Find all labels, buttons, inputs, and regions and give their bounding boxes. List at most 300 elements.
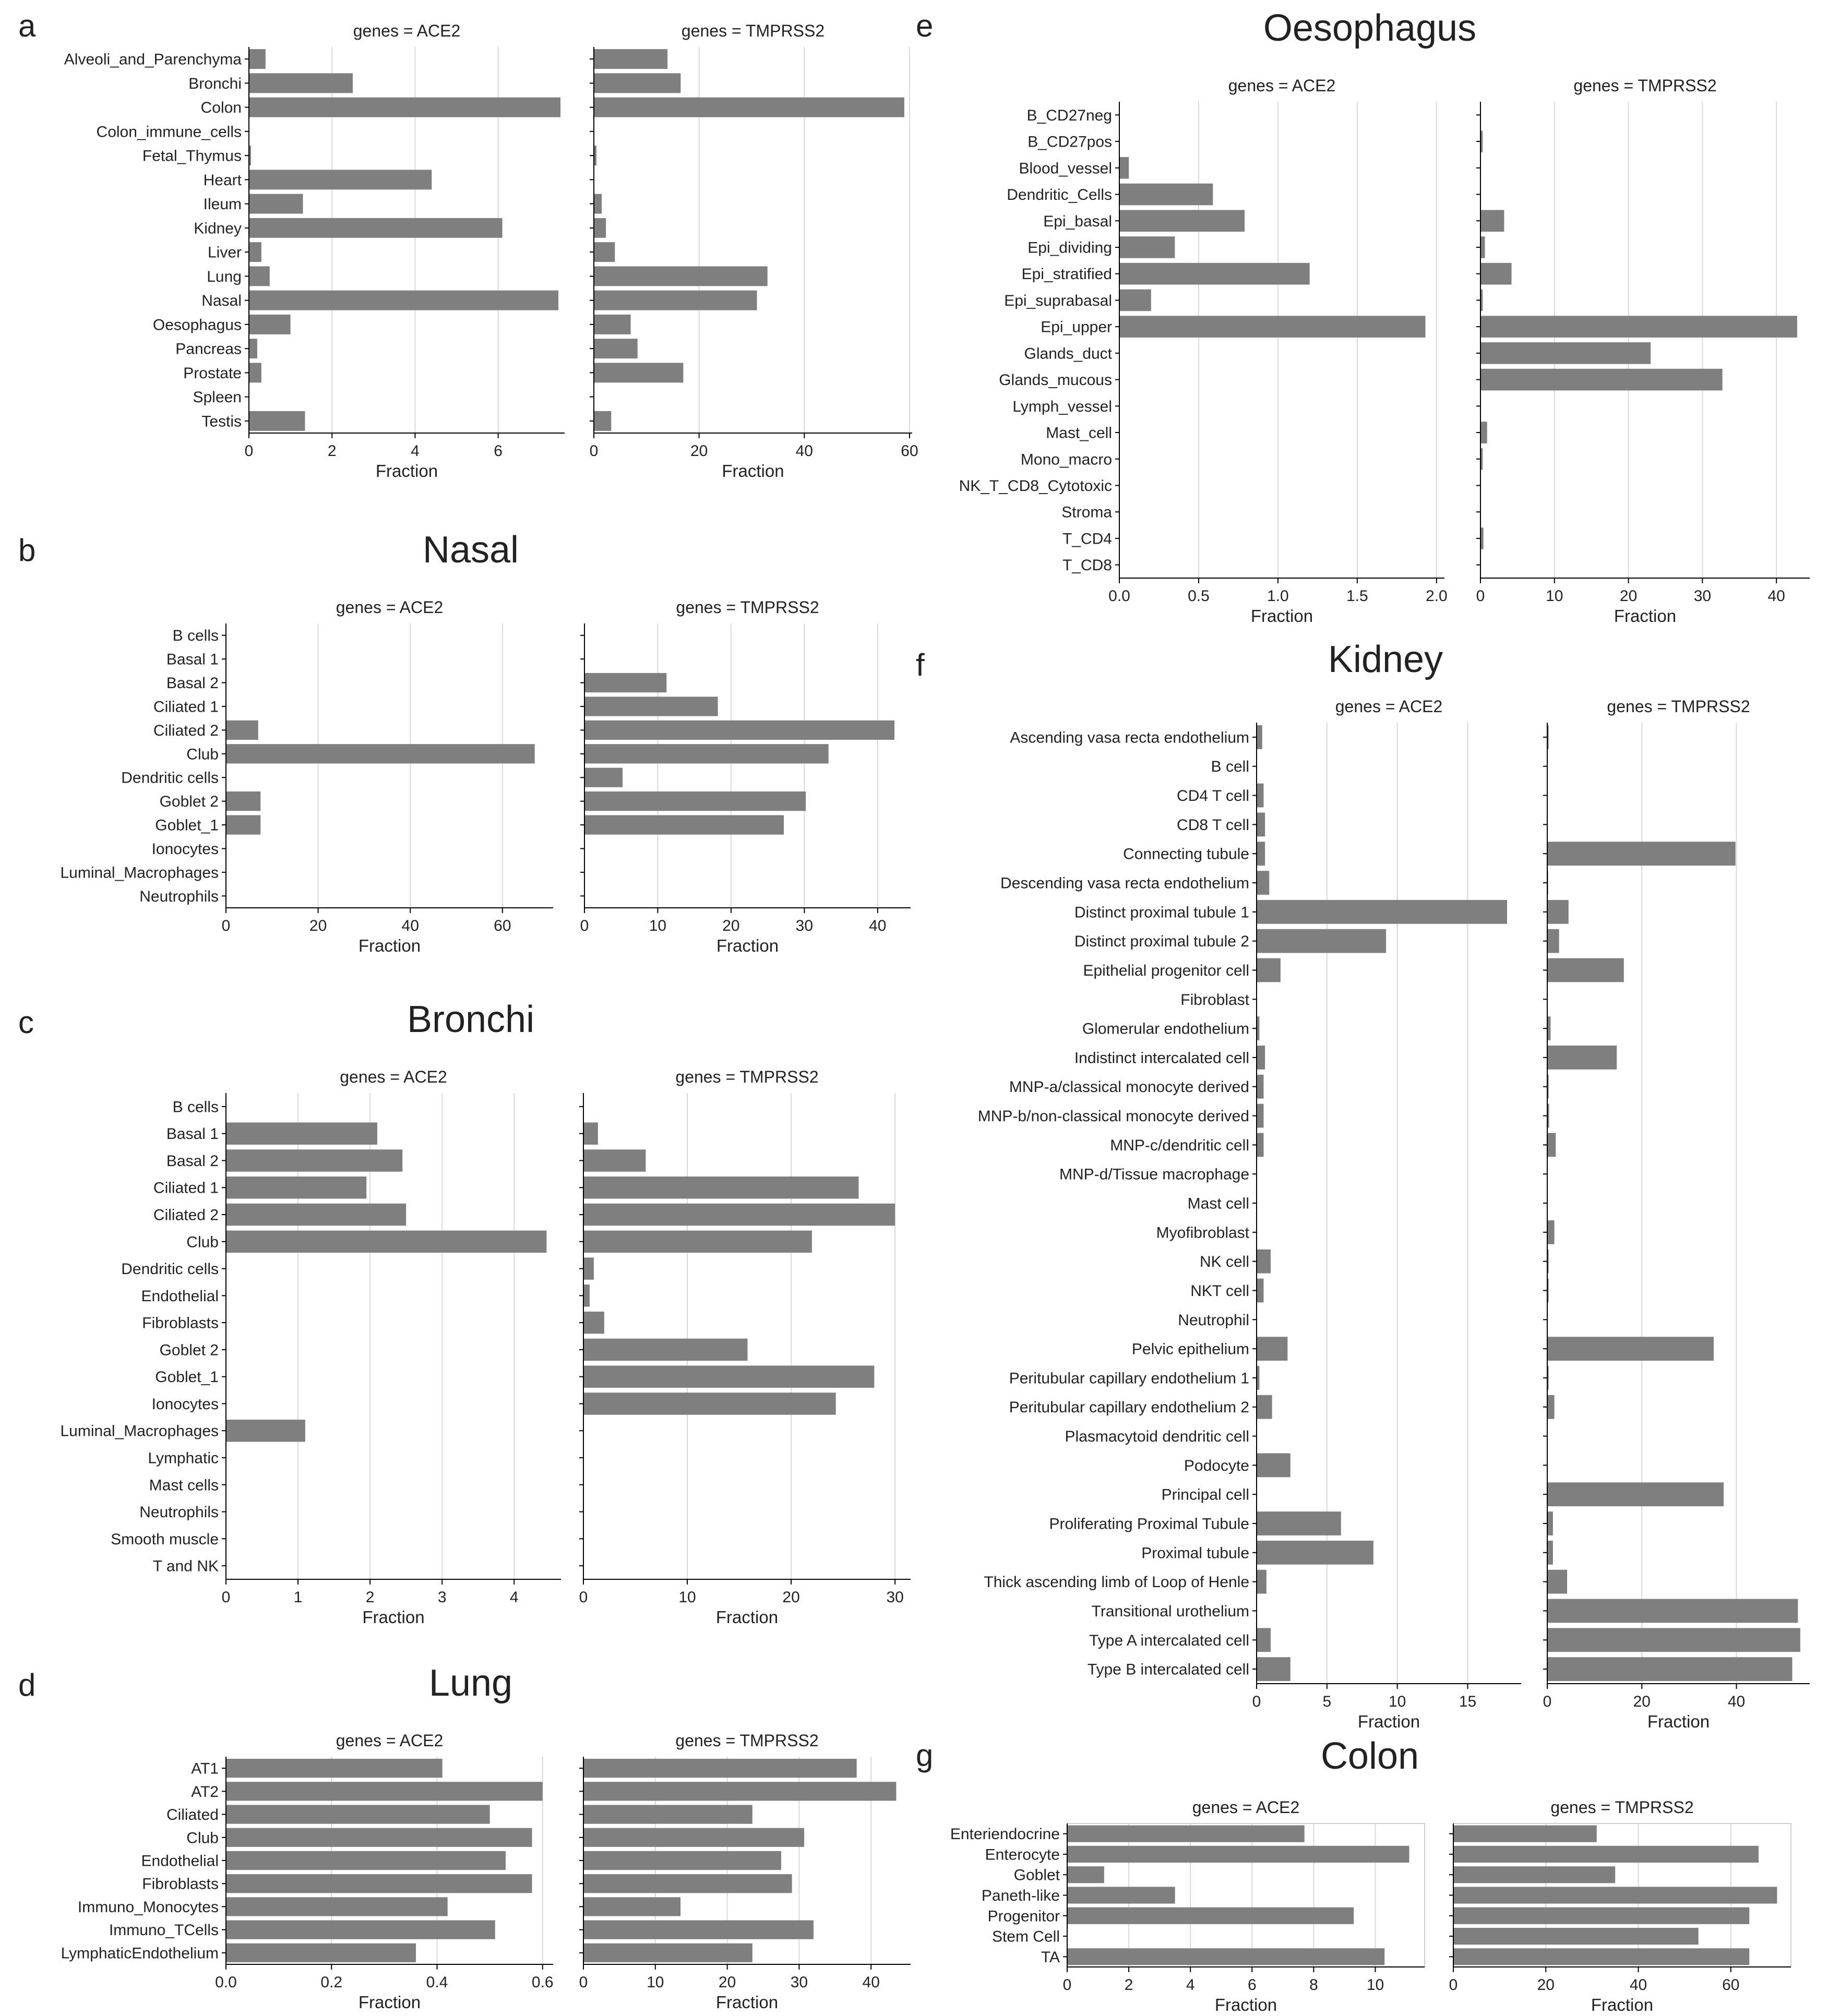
panel-a-genes-ace2-x-axis-label: Fraction	[375, 461, 438, 481]
panel-b-category-label: B cells	[172, 627, 219, 645]
panel-f-category-label: Plasmacytoid dendritic cell	[1065, 1428, 1249, 1446]
panel-a-category-label: Testis	[201, 413, 242, 430]
panel-c-genes-tmprss2-x-axis-label: Fraction	[715, 1607, 779, 1627]
panel-b-genes-ace2-series-title: genes = ACE2	[336, 598, 444, 617]
panel-f-category-label: Podocyte	[1184, 1457, 1249, 1474]
panel-f-genes-ace2-bar-cd4-t-cell	[1257, 784, 1263, 808]
panel-a-genes-tmprss2-bar-prostate	[594, 363, 683, 382]
panel-label-b: b	[18, 533, 36, 568]
panel-d-genes-ace2-bar-endothelial	[226, 1851, 506, 1870]
panel-f-category-label: CD8 T cell	[1177, 816, 1249, 834]
panel-d-genes-ace2-bar-fibroblasts	[226, 1874, 532, 1893]
panel-f-genes-ace2-bar-mnp-c-dendritic-cell	[1257, 1133, 1263, 1157]
panel-d-genes-ace2-x-tick-label: 0.0	[215, 1974, 237, 1991]
panel-f-genes-tmprss2-bar-pelvic-epithelium	[1547, 1337, 1714, 1361]
panel-f-genes-tmprss2-x-tick-label: 0	[1543, 1693, 1552, 1710]
panel-a-genes-ace2-x-tick-label: 2	[327, 442, 337, 460]
panel-g-genes-ace2-bar-enterocyte	[1067, 1846, 1409, 1863]
panel-b-genes-tmprss2-bar-ciliated-2	[584, 721, 894, 740]
panel-f-category-label: Indistinct intercalated cell	[1074, 1049, 1249, 1067]
panel-d-category-label: Endothelial	[141, 1852, 219, 1870]
panel-c-category-label: Neutrophils	[139, 1504, 219, 1521]
panel-b-genes-ace2-x-tick-label: 20	[309, 917, 327, 934]
panel-b-genes-ace2-x-axis-label: Fraction	[358, 936, 421, 955]
panel-d-genes-tmprss2-bar-fibroblasts	[583, 1874, 792, 1893]
panel-c-genes-ace2-bar-ciliated-1	[226, 1177, 366, 1198]
panel-g-genes-ace2-x-tick-label: 4	[1186, 1976, 1195, 1994]
panel-c-genes-tmprss2-bar-ionocytes	[583, 1393, 836, 1414]
panel-f-genes-ace2-x-axis-label: Fraction	[1357, 1712, 1420, 1731]
panel-g-category-label: Stem Cell	[991, 1928, 1060, 1946]
panel-g-category-label: Enteriendocrine	[950, 1826, 1060, 1843]
panel-a-genes-tmprss2-bar-testis	[594, 411, 611, 431]
panel-d-genes-ace2-x-tick-label: 0.6	[531, 1974, 554, 1991]
panel-a-category-label: Oesophagus	[152, 316, 242, 334]
panel-f-genes-ace2-x-tick-label: 15	[1459, 1693, 1477, 1710]
panel-f-category-label: Type B intercalated cell	[1087, 1661, 1249, 1678]
panel-label-d: d	[18, 1667, 36, 1702]
title-nasal: Nasal	[422, 529, 519, 571]
panel-e-genes-tmprss2-bar-glands-duct	[1480, 342, 1651, 364]
panel-c-category-label: Ciliated 1	[153, 1179, 219, 1197]
panel-f-category-label: CD4 T cell	[1177, 787, 1249, 805]
panel-e-genes-ace2-bar-epi-basal	[1119, 210, 1245, 232]
panel-f-genes-ace2-bar-nk-cell	[1257, 1250, 1271, 1274]
panel-c-genes-ace2-bar-club	[226, 1231, 546, 1253]
panel-f-category-label: Peritubular capillary endothelium 1	[1009, 1370, 1249, 1387]
panel-b-genes-tmprss2-bar-club	[584, 744, 829, 763]
panel-a-category-label: Colon	[200, 99, 242, 117]
panel-f-category-label: MNP-a/classical monocyte derived	[1009, 1078, 1249, 1096]
panel-e-genes-ace2-x-axis-label: Fraction	[1250, 606, 1313, 626]
panel-f-genes-ace2-bar-thick-ascending-limb-of-loop-of-henle	[1257, 1570, 1267, 1594]
panel-c-category-label: Goblet_1	[155, 1369, 219, 1386]
panel-f-genes-tmprss2-bar-proximal-tubule	[1547, 1541, 1553, 1565]
panel-f-category-label: Thick ascending limb of Loop of Henle	[984, 1574, 1249, 1591]
panel-g-genes-ace2-bar-progenitor	[1067, 1907, 1354, 1924]
panel-c-category-label: Lymphatic	[148, 1449, 219, 1467]
panel-e-genes-tmprss2-bar-mast-cell	[1480, 422, 1487, 443]
panel-a-genes-tmprss2-x-tick-label: 40	[795, 442, 813, 460]
panel-e-genes-tmprss2-x-axis-label: Fraction	[1614, 606, 1677, 626]
panel-e-genes-ace2-bar-blood-vessel	[1119, 157, 1129, 179]
panel-g-genes-ace2-bar-ta	[1067, 1948, 1384, 1965]
panel-f-genes-ace2-bar-distinct-proximal-tubule-1	[1257, 900, 1507, 924]
panel-f-category-label: Pelvic epithelium	[1131, 1340, 1249, 1358]
panel-f-category-label: MNP-d/Tissue macrophage	[1059, 1166, 1249, 1183]
panel-c-genes-tmprss2-bar-endothelial	[583, 1285, 590, 1306]
panel-a-genes-tmprss2-bar-ileum	[594, 194, 602, 214]
panel-f-category-label: MNP-c/dendritic cell	[1110, 1136, 1249, 1154]
panel-c-genes-tmprss2-bar-goblet-1	[583, 1365, 874, 1387]
panel-d-genes-tmprss2-x-tick-label: 0	[579, 1974, 588, 1991]
panel-d-genes-ace2-bar-immuno-monocytes	[226, 1897, 448, 1916]
panel-f-category-label: Distinct proximal tubule 2	[1074, 933, 1249, 951]
panel-b-category-label: Goblet 2	[159, 793, 219, 811]
panel-e-category-label: T_CD8	[1062, 557, 1112, 574]
panel-b-genes-tmprss2-x-tick-label: 0	[580, 917, 589, 934]
panel-f-category-label: Connecting tubule	[1123, 845, 1249, 863]
panel-b-genes-tmprss2-x-tick-label: 10	[649, 917, 667, 934]
panel-d-genes-ace2-bar-ciliated	[226, 1805, 490, 1823]
panel-e-genes-ace2-bar-epi-upper	[1119, 316, 1426, 338]
panel-e-genes-ace2-x-tick-label: 1.5	[1346, 587, 1368, 605]
charts-layer	[60, 21, 1810, 2014]
panel-f-genes-ace2-bar-cd8-t-cell	[1257, 812, 1265, 836]
panel-e-genes-tmprss2-bar-epi-basal	[1480, 210, 1504, 232]
panel-g-genes-tmprss2-bar-enterocyte	[1453, 1846, 1759, 1863]
panel-g-genes-ace2-x-axis-label: Fraction	[1214, 1995, 1277, 2014]
panel-a-genes-ace2-x-tick-label: 6	[494, 442, 503, 460]
panel-e-category-label: Epi_upper	[1041, 318, 1112, 336]
panel-f-genes-tmprss2-bar-transitional-urothelium	[1547, 1599, 1798, 1623]
panel-c-category-label: T and NK	[152, 1557, 219, 1575]
panel-c-genes-tmprss2-x-tick-label: 20	[782, 1589, 800, 1606]
panel-c-genes-ace2-series-title: genes = ACE2	[340, 1067, 447, 1086]
panel-d-genes-tmprss2-bar-immuno-monocytes	[583, 1897, 680, 1916]
panel-d-genes-ace2-bar-at2	[226, 1782, 543, 1801]
panel-c-genes-ace2-x-tick-label: 1	[293, 1589, 303, 1606]
panel-e-genes-tmprss2-x-tick-label: 0	[1476, 587, 1485, 605]
panel-a-genes-ace2-bar-oesophagus	[249, 315, 291, 334]
panel-b-genes-ace2-bar-club	[226, 744, 535, 763]
panel-f-category-label: Transitional urothelium	[1091, 1602, 1249, 1620]
panel-e-category-label: Stroma	[1061, 503, 1112, 521]
panel-f-genes-tmprss2-bar-myofibroblast	[1547, 1220, 1555, 1244]
panel-b-category-label: Basal 1	[166, 651, 219, 668]
title-kidney: Kidney	[1328, 639, 1443, 680]
panel-g-genes-tmprss2-series-title: genes = TMPRSS2	[1550, 1798, 1694, 1817]
panel-b-category-label: Ionocytes	[151, 840, 219, 858]
panel-f-genes-tmprss2-bar-distinct-proximal-tubule-2	[1547, 929, 1559, 953]
panel-b-genes-ace2-bar-goblet-2	[226, 791, 260, 811]
panel-a-category-label: Pancreas	[175, 340, 242, 358]
panel-f-genes-ace2-bar-pelvic-epithelium	[1257, 1337, 1287, 1361]
panel-f-genes-ace2-bar-podocyte	[1257, 1453, 1291, 1477]
panel-d-genes-ace2-bar-immuno-tcells	[226, 1921, 495, 1939]
panel-c-genes-tmprss2-bar-ciliated-1	[583, 1177, 858, 1198]
panel-d-genes-ace2-bar-lymphaticendothelium	[226, 1943, 416, 1962]
panel-a-genes-tmprss2-bar-lung	[594, 266, 768, 286]
panel-f-genes-tmprss2-bar-epithelial-progenitor-cell	[1547, 958, 1624, 982]
panel-e-category-label: Mast_cell	[1046, 424, 1112, 442]
panel-d-genes-tmprss2-x-tick-label: 20	[718, 1974, 736, 1991]
panel-f-genes-ace2-bar-epithelial-progenitor-cell	[1257, 958, 1281, 982]
panel-c-category-label: Ionocytes	[151, 1395, 219, 1413]
panel-e-genes-ace2-bar-epi-dividing	[1119, 236, 1175, 258]
panel-c-category-label: Goblet 2	[159, 1341, 219, 1359]
panel-c-genes-ace2-x-tick-label: 4	[509, 1589, 519, 1606]
panel-e-genes-tmprss2-x-tick-label: 20	[1619, 587, 1638, 605]
panel-d-genes-tmprss2-bar-lymphaticendothelium	[583, 1943, 752, 1962]
panel-c-genes-tmprss2-bar-basal-1	[583, 1122, 598, 1144]
panel-g-genes-tmprss2-bar-stem-cell	[1453, 1928, 1699, 1945]
panel-b-category-label: Dendritic cells	[121, 769, 219, 787]
panel-e-genes-tmprss2-x-tick-label: 30	[1693, 587, 1712, 605]
panel-a-genes-ace2-bar-kidney	[249, 218, 503, 238]
panel-d-genes-ace2-x-tick-label: 0.2	[320, 1974, 343, 1991]
panel-d-genes-ace2-x-tick-label: 0.4	[426, 1974, 448, 1991]
panel-c-genes-tmprss2-bar-dendritic-cells	[583, 1257, 594, 1279]
panel-a-genes-tmprss2-bar-kidney	[594, 218, 606, 238]
panel-f-genes-ace2-bar-mnp-b-non-classical-monocyte-derived	[1257, 1104, 1263, 1128]
panel-b-genes-ace2-bar-goblet-1	[226, 815, 260, 834]
panel-g-category-label: Paneth-like	[981, 1887, 1060, 1904]
panel-e-genes-ace2-x-tick-label: 2.0	[1425, 587, 1448, 605]
panel-c-genes-ace2-bar-luminal-macrophages	[226, 1420, 305, 1442]
panel-label-g: g	[916, 1738, 934, 1773]
panel-a-genes-tmprss2-bar-pancreas	[594, 339, 638, 358]
panel-f-category-label: Proliferating Proximal Tubule	[1049, 1515, 1249, 1533]
panel-f-genes-tmprss2-bar-thick-ascending-limb-of-loop-of-henle	[1547, 1570, 1567, 1594]
panel-c-category-label: B cells	[172, 1098, 219, 1116]
panel-a-category-label: Colon_immune_cells	[96, 123, 242, 141]
panel-e-category-label: Epi_suprabasal	[1004, 292, 1112, 309]
panel-b-genes-tmprss2-series-title: genes = TMPRSS2	[676, 598, 819, 617]
panel-c-genes-tmprss2-bar-ciliated-2	[583, 1204, 895, 1226]
panel-d-genes-tmprss2-x-tick-label: 10	[647, 1974, 664, 1991]
panel-a-genes-tmprss2-x-tick-label: 20	[690, 442, 708, 460]
panel-b-genes-tmprss2-bar-dendritic-cells	[584, 768, 623, 787]
panel-a-genes-ace2-bar-testis	[249, 411, 305, 431]
panel-f-category-label: NK cell	[1199, 1253, 1249, 1271]
panel-a-genes-ace2-bar-liver	[249, 242, 261, 262]
panel-e-category-label: Epi_stratified	[1021, 266, 1112, 283]
panel-e-category-label: B_CD27neg	[1026, 106, 1112, 124]
panel-a-genes-tmprss2-bar-bronchi	[594, 73, 680, 93]
panel-g-genes-ace2-x-tick-label: 10	[1366, 1976, 1384, 1994]
panel-f-genes-ace2-bar-proximal-tubule	[1257, 1541, 1373, 1565]
panel-f-genes-ace2-bar-mnp-a-classical-monocyte-derived	[1257, 1075, 1263, 1099]
panel-a-genes-ace2-bar-pancreas	[249, 339, 257, 358]
panel-f-category-label: Peritubular capillary endothelium 2	[1009, 1399, 1249, 1417]
panel-a-category-label: Lung	[207, 268, 242, 285]
panel-a-genes-tmprss2-bar-colon	[594, 98, 904, 117]
panel-c-genes-tmprss2-bar-fibroblasts	[583, 1312, 604, 1334]
panel-a-genes-ace2-bar-colon	[249, 98, 560, 117]
panel-a-category-label: Fetal_Thymus	[142, 147, 242, 165]
panel-a-category-label: Nasal	[201, 292, 242, 310]
panel-a-genes-tmprss2-x-tick-label: 0	[589, 442, 599, 460]
panel-a-genes-ace2-bar-bronchi	[249, 73, 353, 93]
panel-b-category-label: Club	[186, 746, 219, 763]
panel-f-category-label: Fibroblast	[1180, 991, 1249, 1009]
panel-a-genes-ace2-x-tick-label: 4	[411, 442, 420, 460]
panel-b-genes-ace2-x-tick-label: 0	[221, 917, 231, 934]
panel-a-genes-ace2-bar-lung	[249, 266, 270, 286]
panel-a-category-label: Liver	[207, 244, 242, 261]
panel-f-genes-ace2-x-tick-label: 0	[1252, 1693, 1261, 1710]
panel-e-genes-tmprss2-bar-epi-upper	[1480, 316, 1797, 338]
panel-f-genes-ace2-bar-type-b-intercalated-cell	[1257, 1657, 1291, 1681]
panel-e-genes-ace2-series-title: genes = ACE2	[1228, 76, 1336, 95]
panel-label-c: c	[18, 1005, 34, 1040]
panel-d-category-label: Club	[186, 1829, 219, 1847]
panel-f-category-label: Proximal tubule	[1141, 1544, 1249, 1562]
panel-g-genes-tmprss2-bar-progenitor	[1453, 1907, 1749, 1924]
panel-a-category-label: Heart	[203, 171, 242, 189]
panel-f-category-label: B cell	[1211, 758, 1249, 776]
panel-a-category-label: Bronchi	[188, 75, 242, 92]
panel-a-genes-ace2-x-tick-label: 0	[244, 442, 254, 460]
panel-a-category-label: Prostate	[183, 364, 242, 382]
panel-f-category-label: Mast cell	[1187, 1195, 1249, 1213]
panel-g-genes-ace2-x-tick-label: 6	[1247, 1976, 1257, 1994]
panel-b-category-label: Goblet_1	[155, 817, 219, 834]
panel-e-category-label: Blood_vessel	[1019, 160, 1112, 177]
panel-g-genes-ace2-x-tick-label: 0	[1062, 1976, 1072, 1994]
panel-b-category-label: Luminal_Macrophages	[60, 864, 219, 882]
panel-d-genes-tmprss2-x-tick-label: 40	[862, 1974, 880, 1991]
panel-f-category-label: Type A intercalated cell	[1089, 1631, 1249, 1649]
panel-label-e: e	[916, 8, 934, 43]
panel-f-genes-tmprss2-x-axis-label: Fraction	[1647, 1712, 1710, 1731]
panel-e-genes-ace2-bar-dendritic-cells	[1119, 184, 1213, 206]
panel-b-genes-ace2-bar-ciliated-2	[226, 721, 258, 740]
panel-d-genes-tmprss2-bar-at1	[583, 1759, 857, 1778]
panel-b-category-label: Basal 2	[166, 675, 219, 692]
panel-g-genes-ace2-x-tick-label: 2	[1124, 1976, 1133, 1994]
panel-a-category-label: Spleen	[193, 389, 242, 406]
panel-d-genes-ace2-x-axis-label: Fraction	[358, 1993, 421, 2012]
panel-b-category-label: Ciliated 2	[153, 722, 219, 739]
panel-e-genes-ace2-x-tick-label: 0.0	[1108, 587, 1130, 605]
panel-a-genes-tmprss2-bar-nasal	[594, 291, 757, 310]
panel-g-genes-tmprss2-x-tick-label: 60	[1722, 1976, 1740, 1994]
panel-c-genes-tmprss2-bar-goblet-2	[583, 1339, 747, 1361]
panel-c-genes-ace2-x-axis-label: Fraction	[362, 1607, 425, 1627]
panel-f-genes-ace2-x-tick-label: 5	[1322, 1693, 1332, 1710]
title-lung: Lung	[428, 1662, 513, 1704]
panel-f-genes-tmprss2-bar-distinct-proximal-tubule-1	[1547, 900, 1569, 924]
panel-d-genes-ace2-bar-at1	[226, 1759, 443, 1778]
panel-b-genes-tmprss2-bar-goblet-1	[584, 815, 784, 834]
panel-a-genes-tmprss2-bar-oesophagus	[594, 315, 631, 334]
panel-e-genes-tmprss2-bar-glands-mucous	[1480, 369, 1723, 391]
panel-e-category-label: NK_T_CD8_Cytotoxic	[959, 477, 1112, 495]
title-bronchi: Bronchi	[407, 999, 535, 1040]
panel-c-category-label: Smooth muscle	[111, 1530, 219, 1548]
title-oesophagus: Oesophagus	[1263, 7, 1477, 49]
panel-c-genes-ace2-x-tick-label: 0	[221, 1589, 231, 1606]
panel-g-genes-ace2-bar-enteriendocrine	[1067, 1826, 1305, 1842]
panel-d-genes-tmprss2-bar-at2	[583, 1782, 896, 1801]
panel-f-genes-tmprss2-bar-connecting-tubule	[1547, 842, 1736, 866]
panel-d-genes-tmprss2-bar-immuno-tcells	[583, 1921, 814, 1939]
panel-g-genes-tmprss2-bar-goblet	[1453, 1866, 1615, 1883]
panel-c-category-label: Endothelial	[141, 1287, 219, 1305]
panel-f-genes-ace2-bar-peritubular-capillary-endothelium-2	[1257, 1395, 1272, 1419]
panel-d-category-label: Immuno_TCells	[109, 1922, 219, 1939]
panel-c-category-label: Dendritic cells	[121, 1261, 219, 1278]
panel-c-category-label: Club	[186, 1233, 219, 1251]
panel-f-category-label: NKT cell	[1190, 1282, 1249, 1300]
panel-d-category-label: LymphaticEndothelium	[61, 1945, 219, 1962]
panel-d-genes-tmprss2-x-axis-label: Fraction	[715, 1993, 779, 2012]
panel-f-genes-ace2-bar-type-a-intercalated-cell	[1257, 1628, 1271, 1652]
panel-f-genes-tmprss2-bar-type-b-intercalated-cell	[1547, 1657, 1792, 1681]
panel-b-genes-tmprss2-bar-basal-2	[584, 673, 666, 692]
panel-label-f: f	[916, 647, 925, 682]
panel-e-genes-tmprss2-bar-epi-stratified	[1480, 263, 1512, 285]
panel-a-genes-tmprss2-bar-liver	[594, 242, 615, 262]
panel-e-category-label: Lymph_vessel	[1012, 398, 1112, 415]
panel-f-genes-tmprss2-bar-type-a-intercalated-cell	[1547, 1628, 1800, 1652]
panel-g-genes-ace2-series-title: genes = ACE2	[1192, 1798, 1300, 1817]
panel-b-genes-tmprss2-bar-ciliated-1	[584, 697, 718, 716]
panel-e-genes-ace2-x-tick-label: 1.0	[1267, 587, 1289, 605]
panel-a-genes-ace2-bar-alveoli-and-parenchyma	[249, 49, 266, 69]
panel-f-genes-ace2-bar-nkt-cell	[1257, 1279, 1263, 1303]
panel-b-genes-tmprss2-bar-goblet-2	[584, 791, 806, 811]
panel-d-category-label: Ciliated	[166, 1806, 219, 1824]
panel-b-genes-ace2-x-tick-label: 60	[494, 917, 511, 934]
panel-f-category-label: Descending vasa recta endothelium	[1000, 874, 1249, 892]
panel-b-genes-tmprss2-x-tick-label: 30	[795, 917, 814, 934]
panel-b-genes-tmprss2-x-axis-label: Fraction	[716, 936, 779, 955]
panel-e-genes-ace2-bar-epi-suprabasal	[1119, 290, 1151, 311]
panel-e-genes-tmprss2-x-tick-label: 40	[1767, 587, 1785, 605]
panel-f-genes-tmprss2-x-tick-label: 40	[1727, 1693, 1746, 1710]
panel-g-category-label: TA	[1041, 1948, 1060, 1966]
panel-f-category-label: Neutrophil	[1178, 1311, 1249, 1329]
panel-e-category-label: Glands_duct	[1024, 345, 1112, 363]
panel-a-category-label: Ileum	[203, 196, 242, 213]
panel-c-category-label: Basal 1	[166, 1125, 219, 1143]
panel-c-genes-tmprss2-bar-basal-2	[583, 1149, 646, 1171]
panel-e-category-label: Glands_mucous	[999, 371, 1112, 389]
panel-e-category-label: Epi_basal	[1043, 212, 1112, 230]
panel-c-category-label: Mast cells	[149, 1477, 219, 1494]
panel-c-genes-tmprss2-x-tick-label: 10	[678, 1589, 696, 1606]
panel-f-category-label: Glomerular endothelium	[1082, 1020, 1249, 1038]
panel-d-category-label: AT1	[191, 1760, 219, 1778]
panel-g-genes-tmprss2-x-tick-label: 0	[1449, 1976, 1458, 1994]
panel-e-category-label: B_CD27pos	[1027, 133, 1112, 151]
panel-c-genes-ace2-x-tick-label: 3	[437, 1589, 447, 1606]
panel-b-genes-tmprss2-x-tick-label: 20	[722, 917, 740, 934]
panel-e-category-label: Mono_macro	[1020, 451, 1112, 469]
panel-f-genes-tmprss2-bar-mnp-c-dendritic-cell	[1547, 1133, 1556, 1157]
panel-c-genes-ace2-bar-basal-1	[226, 1122, 377, 1144]
panel-a-genes-tmprss2-x-axis-label: Fraction	[722, 461, 784, 481]
panel-d-category-label: Fibroblasts	[142, 1875, 219, 1893]
panel-g-genes-ace2-bar-paneth-like	[1067, 1887, 1175, 1903]
panel-a-category-label: Kidney	[194, 220, 242, 237]
panel-a-genes-ace2-series-title: genes = ACE2	[353, 21, 461, 40]
panel-f-category-label: Principal cell	[1161, 1486, 1249, 1504]
panel-a-genes-tmprss2-series-title: genes = TMPRSS2	[681, 21, 825, 40]
panel-f-genes-ace2-bar-indistinct-intercalated-cell	[1257, 1046, 1265, 1070]
panel-c-genes-ace2-bar-ciliated-2	[226, 1204, 406, 1226]
panel-d-genes-ace2-bar-club	[226, 1828, 532, 1847]
panel-f-genes-ace2-bar-descending-vasa-recta-endothelium	[1257, 871, 1269, 895]
panel-c-genes-tmprss2-x-tick-label: 30	[886, 1589, 904, 1606]
panel-b-category-label: Neutrophils	[139, 887, 219, 905]
panel-label-a: a	[18, 8, 36, 43]
panel-f-genes-tmprss2-bar-proliferating-proximal-tubule	[1547, 1511, 1553, 1535]
panel-a-genes-tmprss2-bar-alveoli-and-parenchyma	[594, 49, 667, 69]
panel-a-genes-ace2-bar-nasal	[249, 291, 558, 310]
panel-d-genes-ace2-series-title: genes = ACE2	[336, 1731, 444, 1750]
panel-e-genes-ace2-x-tick-label: 0.5	[1188, 587, 1210, 605]
panel-f-category-label: Ascending vasa recta endothelium	[1010, 729, 1249, 747]
panel-a-category-label: Alveoli_and_Parenchyma	[64, 51, 242, 68]
panel-g-genes-tmprss2-bar-paneth-like	[1453, 1887, 1777, 1903]
panel-f-genes-ace2-bar-connecting-tubule	[1257, 842, 1265, 866]
panel-f-genes-ace2-bar-distinct-proximal-tubule-2	[1257, 929, 1386, 953]
panel-f-category-label: MNP-b/non-classical monocyte derived	[977, 1108, 1249, 1125]
